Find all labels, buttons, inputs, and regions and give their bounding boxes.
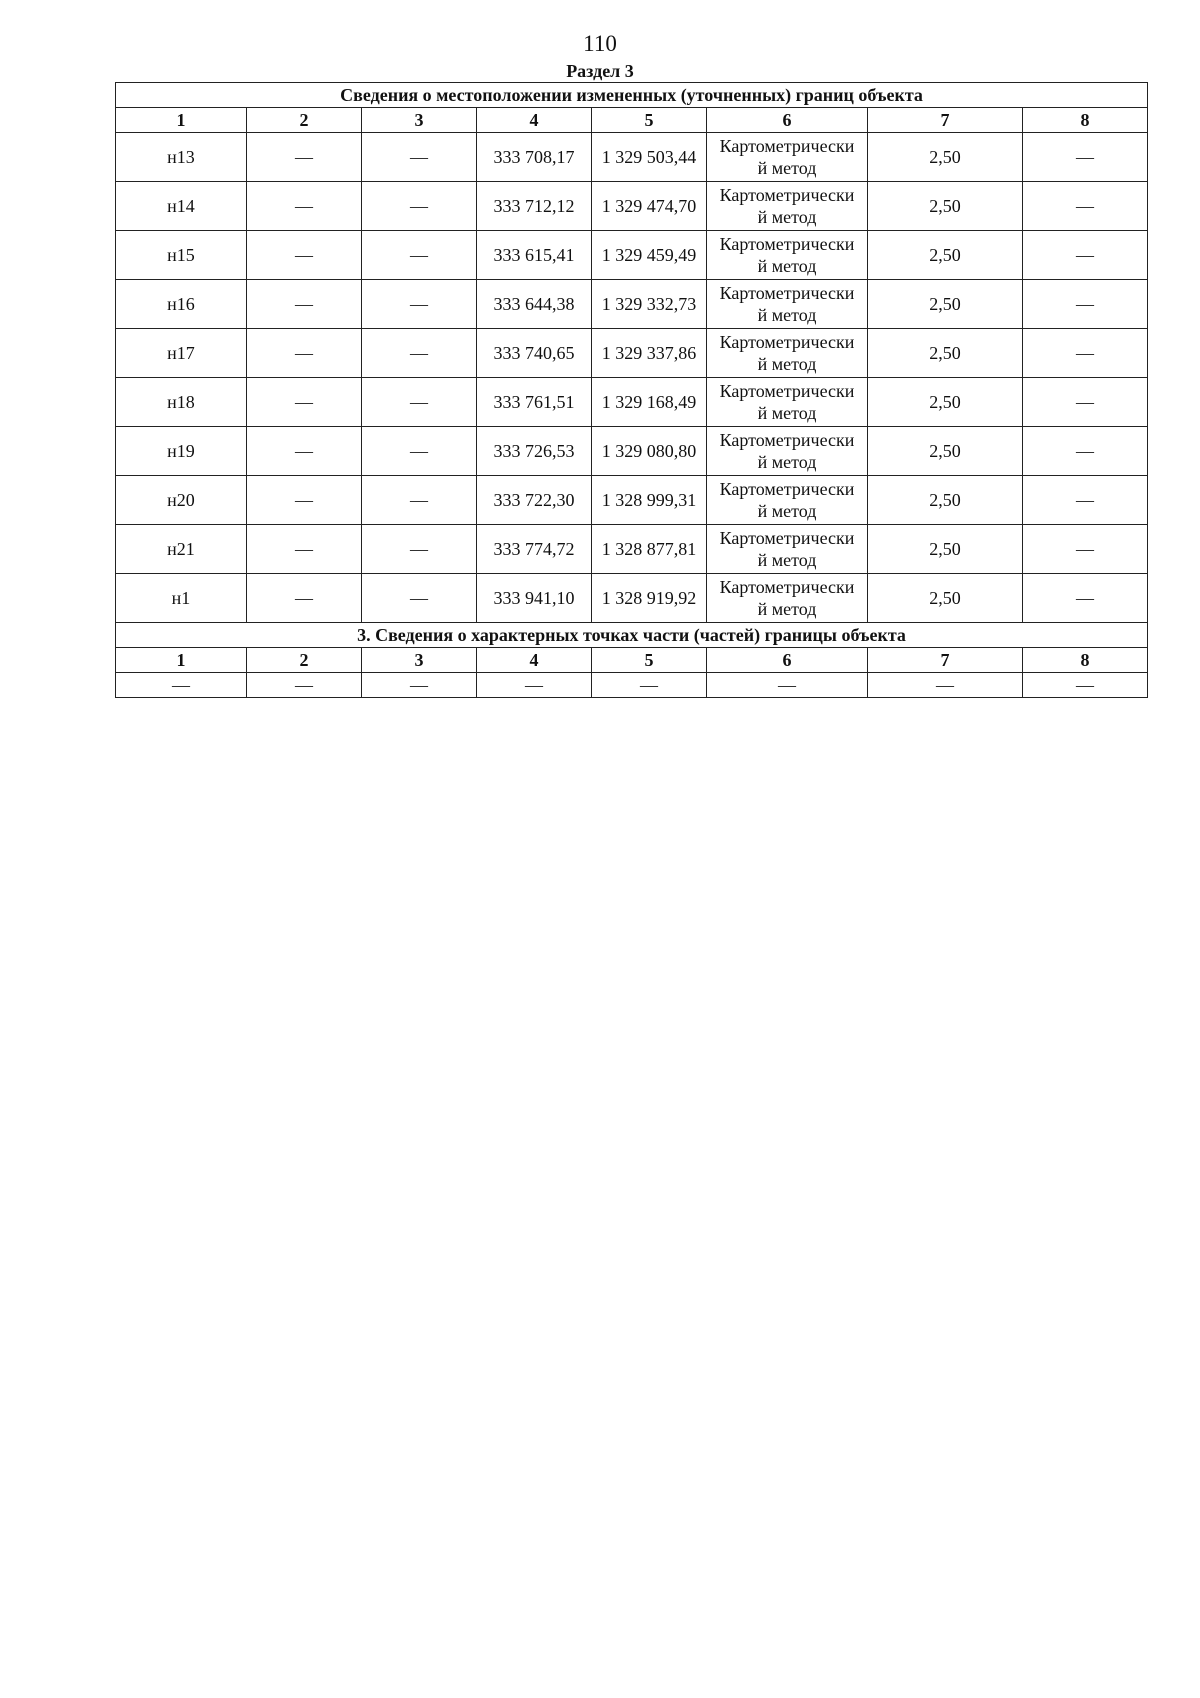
cell-col3: —: [362, 574, 477, 623]
column-number: 3: [362, 108, 477, 133]
cell-col2: —: [247, 280, 362, 329]
cell-col3: —: [362, 329, 477, 378]
method-cell: [707, 525, 868, 574]
table-row: [116, 133, 1148, 182]
cell-col8: —: [1023, 231, 1148, 280]
accuracy: 2,50: [868, 280, 1023, 329]
method-cell: [707, 427, 868, 476]
coord-y: 1 328 877,81: [592, 525, 707, 574]
coord-x: 333 722,30: [477, 476, 592, 525]
empty-cell: —: [592, 673, 707, 698]
method-line-1: Картометрически: [719, 381, 855, 401]
accuracy: 2,50: [868, 476, 1023, 525]
coord-y: 1 329 337,86: [592, 329, 707, 378]
cell-col2: —: [247, 231, 362, 280]
method-line-2: й метод: [757, 305, 817, 325]
cell-col2: —: [247, 476, 362, 525]
column-number: 3: [362, 648, 477, 673]
column-number: 2: [247, 648, 362, 673]
table2-title-cell: 3. Сведения о характерных точках части (частей) границы объекта: [116, 623, 1148, 648]
column-number: 7: [868, 108, 1023, 133]
cell-col2: —: [247, 525, 362, 574]
empty-cell: —: [707, 673, 868, 698]
method-line-1: Картометрически: [719, 234, 855, 254]
point-name: н13: [116, 133, 247, 182]
coord-y: 1 329 474,70: [592, 182, 707, 231]
column-number: 8: [1023, 648, 1148, 673]
method-line-1: Картометрически: [719, 528, 855, 548]
column-number: 6: [707, 648, 868, 673]
cell-col8: —: [1023, 329, 1148, 378]
coord-x: 333 615,41: [477, 231, 592, 280]
column-number: 7: [868, 648, 1023, 673]
cell-col8: —: [1023, 476, 1148, 525]
cell-col2: —: [247, 427, 362, 476]
column-number: 4: [477, 108, 592, 133]
method-cell: [707, 329, 868, 378]
accuracy: 2,50: [868, 182, 1023, 231]
table-row: [116, 476, 1148, 525]
cell-col3: —: [362, 280, 477, 329]
table1-column-numbers: [116, 108, 1148, 133]
coord-x: 333 761,51: [477, 378, 592, 427]
empty-cell: —: [362, 673, 477, 698]
table-row: [116, 673, 1148, 698]
coord-x: 333 774,72: [477, 525, 592, 574]
coord-y: 1 329 168,49: [592, 378, 707, 427]
point-name: н1: [116, 574, 247, 623]
table-row: [116, 427, 1148, 476]
page-number: 110: [583, 31, 617, 56]
cell-col8: —: [1023, 280, 1148, 329]
method-cell: [707, 378, 868, 427]
column-number: 5: [592, 108, 707, 133]
section-title: Раздел 3: [566, 61, 634, 81]
coord-y: 1 328 919,92: [592, 574, 707, 623]
table-row: [116, 231, 1148, 280]
table-row: [116, 574, 1148, 623]
coord-x: 333 712,12: [477, 182, 592, 231]
table-row: [116, 378, 1148, 427]
method-cell: [707, 574, 868, 623]
accuracy: 2,50: [868, 133, 1023, 182]
coord-y: 1 329 332,73: [592, 280, 707, 329]
method-line-2: й метод: [757, 354, 817, 374]
cell-col3: —: [362, 231, 477, 280]
cell-col8: —: [1023, 378, 1148, 427]
column-number: 1: [116, 648, 247, 673]
method-line-1: Картометрически: [719, 185, 855, 205]
coord-x: 333 708,17: [477, 133, 592, 182]
column-number: 1: [116, 108, 247, 133]
point-name: н17: [116, 329, 247, 378]
accuracy: 2,50: [868, 525, 1023, 574]
method-line-2: й метод: [757, 403, 817, 423]
point-name: н21: [116, 525, 247, 574]
method-line-2: й метод: [757, 501, 817, 521]
table2-title: [116, 623, 1148, 648]
accuracy: 2,50: [868, 231, 1023, 280]
method-cell: [707, 182, 868, 231]
point-name: н18: [116, 378, 247, 427]
coord-y: 1 329 503,44: [592, 133, 707, 182]
method-line-2: й метод: [757, 256, 817, 276]
cell-col8: —: [1023, 133, 1148, 182]
table1-title-cell: Сведения о местоположении измененных (уточненных) границ объекта: [116, 83, 1148, 108]
accuracy: 2,50: [868, 427, 1023, 476]
point-name: н14: [116, 182, 247, 231]
coord-y: 1 328 999,31: [592, 476, 707, 525]
method-cell: [707, 280, 868, 329]
table-row: [116, 182, 1148, 231]
empty-cell: —: [116, 673, 247, 698]
accuracy: 2,50: [868, 329, 1023, 378]
cell-col2: —: [247, 182, 362, 231]
cell-col3: —: [362, 133, 477, 182]
method-line-1: Картометрически: [719, 577, 855, 597]
method-line-1: Картометрически: [719, 332, 855, 352]
coord-x: 333 726,53: [477, 427, 592, 476]
column-number: 6: [707, 108, 868, 133]
method-line-2: й метод: [757, 158, 817, 178]
table-row: [116, 280, 1148, 329]
column-number: 4: [477, 648, 592, 673]
point-name: н15: [116, 231, 247, 280]
table-row: [116, 525, 1148, 574]
method-line-1: Картометрически: [719, 283, 855, 303]
coord-y: 1 329 459,49: [592, 231, 707, 280]
column-number: 2: [247, 108, 362, 133]
empty-cell: —: [1023, 673, 1148, 698]
method-line-2: й метод: [757, 550, 817, 570]
cell-col8: —: [1023, 427, 1148, 476]
cell-col8: —: [1023, 182, 1148, 231]
cell-col3: —: [362, 476, 477, 525]
accuracy: 2,50: [868, 574, 1023, 623]
cell-col3: —: [362, 182, 477, 231]
table-row: [116, 329, 1148, 378]
table1-title: [116, 83, 1148, 108]
empty-cell: —: [247, 673, 362, 698]
coord-y: 1 329 080,80: [592, 427, 707, 476]
method-line-2: й метод: [757, 452, 817, 472]
method-cell: [707, 231, 868, 280]
table2-column-numbers: [116, 648, 1148, 673]
method-cell: [707, 133, 868, 182]
method-line-1: Картометрически: [719, 136, 855, 156]
cell-col2: —: [247, 574, 362, 623]
method-line-1: Картометрически: [719, 479, 855, 499]
accuracy: 2,50: [868, 378, 1023, 427]
cell-col2: —: [247, 329, 362, 378]
cell-col2: —: [247, 133, 362, 182]
boundary-table: [115, 82, 1148, 698]
coord-x: 333 644,38: [477, 280, 592, 329]
point-name: н19: [116, 427, 247, 476]
empty-cell: —: [477, 673, 592, 698]
method-line-2: й метод: [757, 207, 817, 227]
column-number: 8: [1023, 108, 1148, 133]
method-line-1: Картометрически: [719, 430, 855, 450]
cell-col8: —: [1023, 525, 1148, 574]
coord-x: 333 941,10: [477, 574, 592, 623]
coord-x: 333 740,65: [477, 329, 592, 378]
point-name: н16: [116, 280, 247, 329]
point-name: н20: [116, 476, 247, 525]
cell-col8: —: [1023, 574, 1148, 623]
cell-col3: —: [362, 525, 477, 574]
method-line-2: й метод: [757, 599, 817, 619]
column-number: 5: [592, 648, 707, 673]
cell-col3: —: [362, 427, 477, 476]
empty-cell: —: [868, 673, 1023, 698]
cell-col3: —: [362, 378, 477, 427]
cell-col2: —: [247, 378, 362, 427]
method-cell: [707, 476, 868, 525]
